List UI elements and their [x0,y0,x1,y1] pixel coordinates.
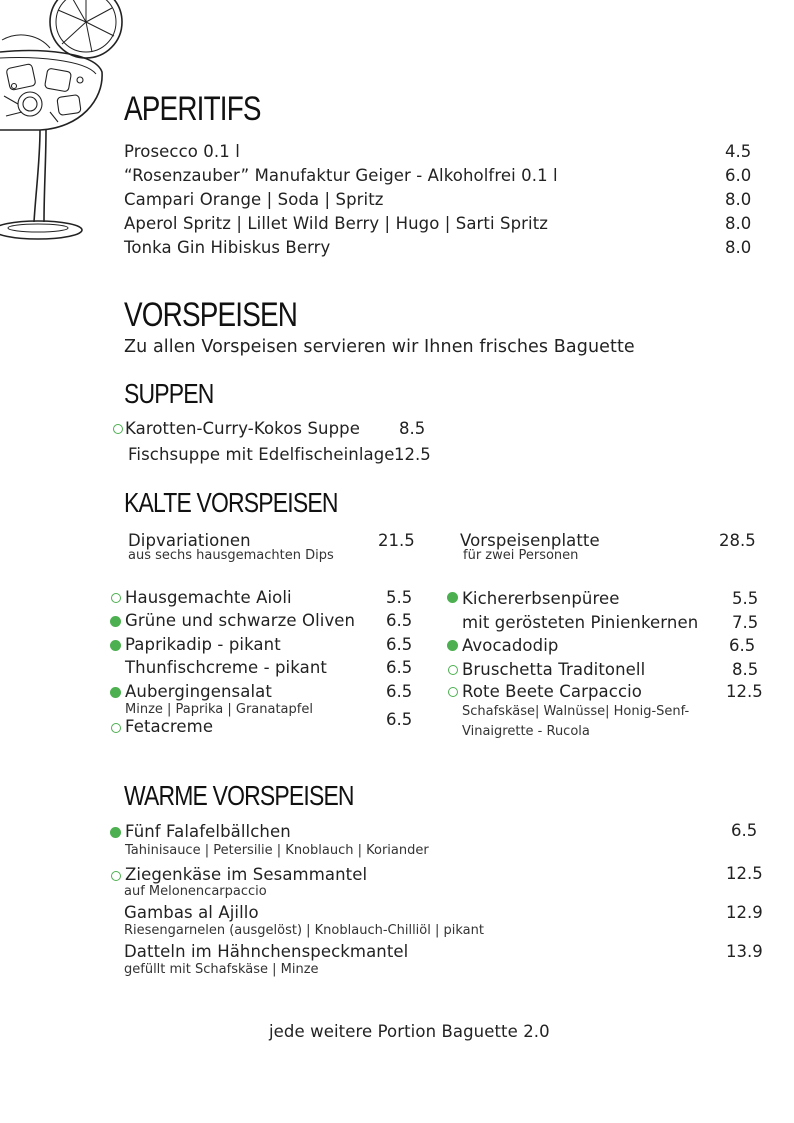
cold-starter-price: 6.5 [386,635,413,654]
aperitif-price: 8.0 [725,238,752,257]
aperitif-name: Prosecco 0.1 l [124,142,240,161]
dipvariationen-name: Dipvariationen [128,531,251,550]
section-title-kalte-vorspeisen: KALTE VORSPEISEN [124,487,338,518]
cold-starter-price: 6.5 [729,636,756,655]
warm-starter-price: 12.5 [726,864,763,883]
cold-starter-name: Bruschetta Traditonell [462,660,646,679]
cold-starter-price: 6.5 [386,658,413,677]
carpaccio-description-line1: Schafskäse| Walnüsse| Honig-Senf- [462,704,690,719]
dipvariationen-description: aus sechs hausgemachten Dips [128,548,334,563]
aperitif-price: 8.0 [725,214,752,233]
vegan-marker-icon [447,640,458,651]
aperitif-name: Tonka Gin Hibiskus Berry [124,238,331,257]
cold-starter-name: Kichererbsenpüree [462,589,620,608]
aperitif-price: 6.0 [725,166,752,185]
baguette-footer-note: jede weitere Portion Baguette 2.0 [269,1022,550,1041]
vegan-marker-icon [110,640,121,651]
cocktail-glass-illustration [0,0,130,245]
cold-starter-name: Thunfischcreme - pikant [125,658,327,677]
cold-starter-price: 6.5 [386,682,413,701]
section-title-vorspeisen: VORSPEISEN [124,296,298,334]
warm-starter-price: 6.5 [731,821,758,840]
vegetarian-marker-icon [448,665,458,675]
soup-name: Fischsuppe mit Edelfischeinlage [128,445,395,464]
vegan-marker-icon [110,827,121,838]
vegetarian-marker-icon [113,424,123,434]
vegan-marker-icon [110,687,121,698]
warm-starter-name: Gambas al Ajillo [124,903,259,922]
carpaccio-description-line2: Vinaigrette - Rucola [462,724,590,739]
vorspeisen-note: Zu allen Vorspeisen servieren wir Ihnen frisches Baguette [124,337,635,357]
soup-price: 12.5 [394,445,431,464]
aperitif-name: “Rosenzauber” Manufaktur Geiger - Alkoholfrei 0.1 l [124,166,558,185]
section-title-warme-vorspeisen: WARME VORSPEISEN [124,780,354,811]
cold-starter-price: 7.5 [732,613,759,632]
warm-starter-name: Datteln im Hähnchenspeckmantel [124,942,409,961]
cold-starter-price: 6.5 [386,710,413,729]
cold-starter-name: mit gerösteten Pinienkernen [462,613,699,632]
cold-starter-price: 5.5 [386,588,413,607]
warm-starter-description: gefüllt mit Schafskäse | Minze [124,962,319,977]
cold-starter-name: Hausgemachte Aioli [125,588,292,607]
cold-starter-price: 5.5 [732,589,759,608]
cold-starter-name: Paprikadip - pikant [125,635,281,654]
warm-starter-name: Ziegenkäse im Sesammantel [125,865,368,884]
cold-starter-price: 12.5 [726,682,763,701]
warm-starter-description: Riesengarnelen (ausgelöst) | Knoblauch-Chilliöl | pikant [124,923,484,938]
aperitif-name: Campari Orange | Soda | Spritz [124,190,384,209]
warm-starter-price: 13.9 [726,942,763,961]
section-title-aperitifs: APERITIFS [124,90,261,128]
vegetarian-marker-icon [111,593,121,603]
soup-name: Karotten-Curry-Kokos Suppe [125,419,360,438]
vorspeisenplatte-name: Vorspeisenplatte [460,531,600,550]
aperitif-price: 4.5 [725,142,752,161]
aperitif-name: Aperol Spritz | Lillet Wild Berry | Hugo | Sarti Spritz [124,214,549,233]
vegan-marker-icon [110,616,121,627]
cold-starter-price: 8.5 [732,660,759,679]
cold-starter-price: 6.5 [386,611,413,630]
cold-starter-name: Aubergingensalat [125,682,272,701]
dipvariationen-price: 21.5 [378,531,415,550]
cold-starter-name: Rote Beete Carpaccio [462,682,642,701]
vorspeisenplatte-price: 28.5 [719,531,756,550]
vegetarian-marker-icon [111,871,121,881]
vorspeisenplatte-description: für zwei Personen [463,548,579,563]
warm-starter-description: Tahinisauce | Petersilie | Knoblauch | Koriander [125,843,429,858]
warm-starter-name: Fünf Falafelbällchen [125,822,291,841]
cold-starter-name: Fetacreme [125,717,214,736]
section-title-suppen: SUPPEN [124,378,214,409]
aubergine-description: Minze | Paprika | Granatapfel [125,702,313,717]
aperitif-price: 8.0 [725,190,752,209]
cold-starter-name: Avocadodip [462,636,559,655]
warm-starter-description: auf Melonencarpaccio [124,884,267,899]
cold-starter-name: Grüne und schwarze Oliven [125,611,356,630]
soup-price: 8.5 [399,419,426,438]
vegan-marker-icon [447,592,458,603]
vegetarian-marker-icon [448,687,458,697]
vegetarian-marker-icon [111,723,121,733]
warm-starter-price: 12.9 [726,903,763,922]
